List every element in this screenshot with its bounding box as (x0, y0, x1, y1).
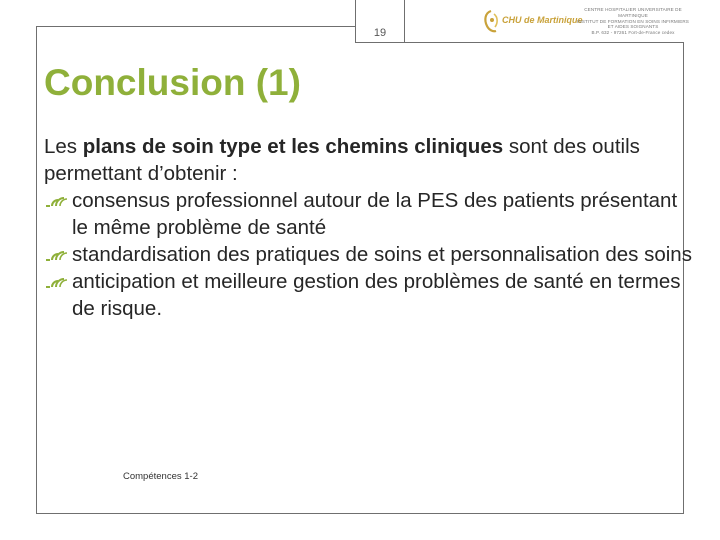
logo-address (576, 7, 690, 36)
list-item (44, 241, 694, 268)
page-number-box (355, 0, 405, 43)
footer-note: Compétences 1-2 (123, 471, 198, 482)
logo-line: B.P. 632 - 97261 Fort-de-France cedex (591, 30, 675, 36)
intro-text-end: sont des outils permettant d’obtenir : (44, 135, 640, 185)
list-item (44, 187, 694, 241)
bullet-text: anticipation et meilleure gestion des problèmes de santé en termes de risque. (72, 270, 681, 320)
logo-line: ET AIDES SOIGNANTS (607, 24, 659, 30)
intro-text: Les (44, 135, 83, 158)
list-item (44, 268, 694, 322)
logo-line: INSTITUT DE FORMATION EN SOINS INFIRMIERS (577, 18, 689, 24)
slide-body (44, 133, 694, 322)
slide-frame-top-right (405, 42, 684, 43)
slide-frame-left (36, 27, 37, 514)
slide-frame-bottom (36, 513, 684, 514)
wifi-signal-icon (44, 275, 68, 289)
slide-title: Conclusion (1) (44, 62, 301, 103)
bullet-text: standardisation des pratiques de soins et personnalisation des soins (72, 243, 692, 266)
bullet-text: consensus professionnel autour de la PES des patients présentant le même problème de santé (72, 189, 678, 239)
wifi-signal-icon (44, 248, 68, 262)
institution-logo (480, 6, 690, 40)
intro-emphasis: plans de soin type et les chemins cliniques (82, 135, 504, 158)
intro-paragraph (44, 133, 694, 187)
logo-name: CHU de Martinique (502, 15, 583, 25)
chu-logo-mark-icon (482, 8, 502, 34)
logo-line: CENTRE HOSPITALIER UNIVERSITAIRE DE MARTINIQUE (584, 7, 682, 18)
page-number: 19 (373, 27, 387, 39)
wifi-signal-icon (44, 194, 68, 208)
slide-frame-top (36, 26, 355, 27)
bullet-list (44, 187, 694, 322)
